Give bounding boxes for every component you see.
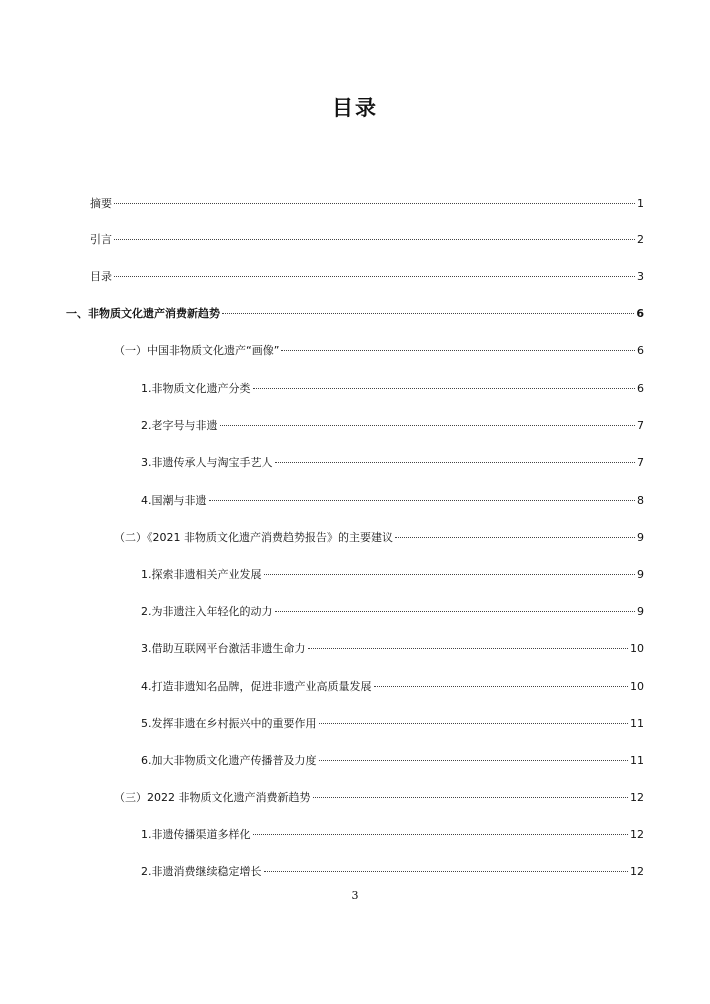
toc-leader-dots	[319, 760, 629, 761]
toc-label: 1.探索非遗相关产业发展	[141, 568, 262, 581]
toc-page-number: 7	[637, 456, 644, 469]
page-title: 目录	[332, 96, 378, 120]
toc-label: 一、非物质文化遗产消费新趋势	[66, 307, 220, 320]
toc-label: 2.老字号与非遗	[141, 419, 218, 432]
toc-page-number: 7	[637, 419, 644, 432]
toc-leader-dots	[220, 425, 636, 426]
toc-entry-subsection[interactable]	[141, 827, 644, 843]
toc-label: 摘要	[90, 197, 112, 210]
toc-leader-dots	[253, 388, 636, 389]
toc-page-number: 11	[630, 717, 644, 730]
toc-page-number: 12	[630, 865, 644, 878]
toc-leader-dots	[264, 574, 636, 575]
toc-page-number: 9	[637, 531, 644, 544]
toc-page-number: 9	[637, 568, 644, 581]
toc-label: 2.非遗消费继续稳定增长	[141, 865, 262, 878]
toc-leader-dots	[374, 686, 629, 687]
toc-label: 3.借助互联网平台激活非遗生命力	[141, 642, 306, 655]
toc-label: 3.非遗传承人与淘宝手艺人	[141, 456, 273, 469]
toc-page-number: 6	[636, 307, 644, 320]
toc-page-number: 9	[637, 605, 644, 618]
toc-entry-subsection[interactable]	[141, 716, 644, 732]
toc-leader-dots	[313, 797, 629, 798]
page-number: 3	[351, 889, 359, 902]
toc-page-number: 1	[637, 197, 644, 210]
toc-page-number: 10	[630, 680, 644, 693]
toc-label: （三）2022 非物质文化遗产消费新趋势	[114, 791, 311, 804]
toc-leader-dots	[264, 871, 629, 872]
toc-page-number: 10	[630, 642, 644, 655]
toc-leader-dots	[253, 834, 629, 835]
toc-label: 6.加大非物质文化遗产传播普及力度	[141, 754, 317, 767]
toc-leader-dots	[275, 611, 636, 612]
toc-entry-subsection[interactable]	[141, 567, 644, 583]
toc-page-number: 12	[630, 791, 644, 804]
toc-entry-subsection[interactable]	[141, 864, 644, 880]
toc-label: 5.发挥非遗在乡村振兴中的重要作用	[141, 717, 317, 730]
toc-page-number: 2	[637, 233, 644, 246]
toc-entry-chapter[interactable]	[66, 306, 644, 322]
toc-leader-dots	[114, 276, 635, 277]
toc-entry-subsection[interactable]	[141, 455, 644, 471]
toc-entry-section[interactable]	[114, 790, 644, 806]
toc-leader-dots	[308, 648, 629, 649]
toc-label: 1.非物质文化遗产分类	[141, 382, 251, 395]
toc-label: 4.打造非遗知名品牌，促进非遗产业高质量发展	[141, 680, 372, 693]
toc-label: 1.非遗传播渠道多样化	[141, 828, 251, 841]
toc-entry-subsection[interactable]	[141, 753, 644, 769]
toc-entry-subsection[interactable]	[141, 641, 644, 657]
toc-label: 引言	[90, 233, 112, 246]
toc-entry[interactable]	[90, 269, 644, 285]
toc-entry-section[interactable]	[114, 343, 644, 359]
toc-page-number: 8	[637, 494, 644, 507]
toc-entry-subsection[interactable]	[141, 679, 644, 695]
toc-leader-dots	[319, 723, 629, 724]
toc-leader-dots	[281, 350, 635, 351]
toc-label: 4.国潮与非遗	[141, 494, 207, 507]
toc-entry-subsection[interactable]	[141, 381, 644, 397]
toc-label: 2.为非遗注入年轻化的动力	[141, 605, 273, 618]
toc-leader-dots	[275, 462, 636, 463]
toc-label: 目录	[90, 270, 112, 283]
toc-leader-dots	[114, 239, 635, 240]
toc-entry[interactable]	[90, 232, 644, 248]
toc-page-number: 6	[637, 382, 644, 395]
toc-page-number: 11	[630, 754, 644, 767]
toc-leader-dots	[209, 500, 636, 501]
toc-entry-section[interactable]	[114, 530, 644, 546]
toc-page-number: 12	[630, 828, 644, 841]
toc-leader-dots	[222, 313, 634, 314]
toc-leader-dots	[114, 203, 635, 204]
toc-entry[interactable]	[90, 196, 644, 212]
toc-entry-subsection[interactable]	[141, 418, 644, 434]
toc-page-number: 3	[637, 270, 644, 283]
toc-entry-subsection[interactable]	[141, 604, 644, 620]
toc-leader-dots	[395, 537, 635, 538]
toc-label: （二）《2021 非物质文化遗产消费趋势报告》的主要建议	[114, 531, 393, 544]
toc-page-number: 6	[637, 344, 644, 357]
toc-entry-subsection[interactable]	[141, 493, 644, 509]
toc-label: （一）中国非物质文化遗产“画像”	[114, 344, 280, 357]
